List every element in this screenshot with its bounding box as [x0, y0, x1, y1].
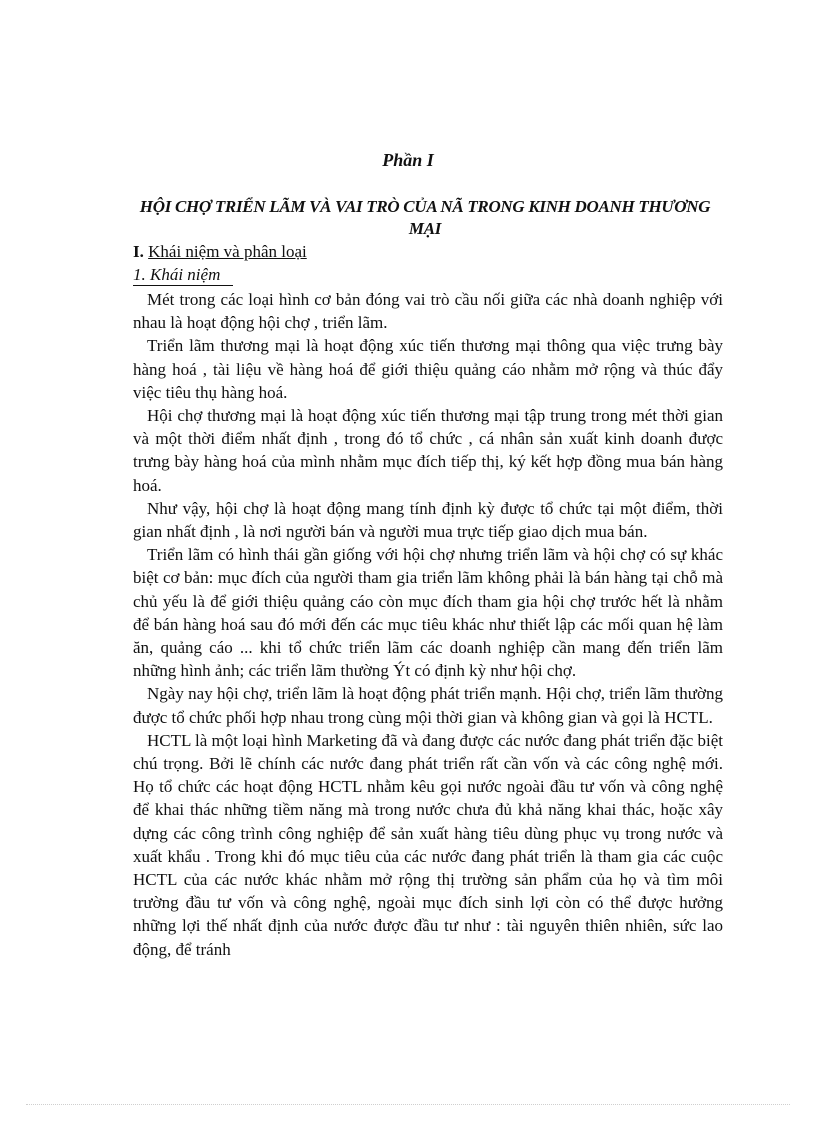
subsection-heading: 1. Khái niệm [133, 265, 233, 286]
main-title: HỘI CHỢ TRIỂN LÃM VÀ VAI TRÒ CỦA NÃ TRONG KINH DOANH THƯƠNG MẠI [139, 197, 711, 238]
paragraph: Triển lãm có hình thái gần giống với hội chợ nhưng triển lãm và hội chợ có sự khác biệt cơ bản: mục đích của người tham gia triển lãm không phải là bán hàng tại chỗ mà chủ yếu là để giới thiệu quảng cáo còn mục đích tham gia hội chợ trước hết là nhằm để bán hàng hoá sau đó mới đến các mục tiêu khác như thiết lập các mối quan hệ làm ăn, quảng cáo ... khi tổ chức triển lãm các doanh nghiệp cần mang đến triển lãm những hình ảnh; các triển lãm thường Ýt có định kỳ như hội chợ. [133, 545, 723, 681]
section-number: I. [133, 242, 144, 261]
paragraph: Mét trong các loại hình cơ bản đóng vai trò cầu nối giữa các nhà doanh nghiệp với nhau là hoạt động hội chợ , triển lãm. [133, 290, 723, 333]
part-title: Phần I [382, 150, 434, 170]
body-text [133, 288, 723, 961]
section-heading [133, 242, 307, 262]
page-bottom-divider [26, 1104, 790, 1105]
paragraph: Ngày nay hội chợ, triển lãm là hoạt động phát triển mạnh. Hội chợ, triển lãm thường được tổ chức phối hợp nhau trong cùng mội thời gian và không gian và gọi là HCTL. [133, 684, 723, 727]
paragraph: Hội chợ thương mại là hoạt động xúc tiến thương mại tập trung trong mét thời gian và một thời điểm nhất định , trong đó tổ chức , cá nhân sản xuất kinh doanh được trưng bày hàng hoá của mình nhằm mục đích tiếp thị, ký kết hợp đồng mua bán hàng hoá. [133, 406, 723, 495]
paragraph: Triển lãm thương mại là hoạt động xúc tiến thương mại thông qua việc trưng bày hàng hoá , tài liệu về hàng hoá để giới thiệu quảng cáo nhằm mở rộng và thúc đẩy việc tiêu thụ hàng hoá. [133, 336, 723, 402]
paragraph: Như vậy, hội chợ là hoạt động mang tính định kỳ được tổ chức tại một điểm, thời gian nhất định , là nơi người bán và người mua trực tiếp giao dịch mua bán. [133, 498, 723, 542]
paragraph: HCTL là một loại hình Marketing đã và đang được các nước đang phát triển đặc biệt chú trọng. Bởi lẽ chính các nước đang phát triển rất cần vốn và các công nghệ mới. Họ tổ chức các hoạt động HCTL nhằm kêu gọi nước ngoài đầu tư vốn và công nghệ để khai thác những tiềm năng mà trong nước chưa đủ khả năng khai thác, hoặc xây dựng các công trình công nghiệp để sản xuất hàng tiêu dùng phục vụ trong nước và xuất khẩu . Trong khi đó mục tiêu của các nước đang phát triển là tham gia các cuộc HCTL của các nước khác nhằm mở rộng thị trường sản phẩm của họ và tìm môi trường đầu tư vốn và công nghệ, ngoài mục đích sinh lợi còn có thể được hưởng những lợi thế nhất định của nước được đầu tư như : tài nguyên thiên nhiên, sức lao động, để tránh [133, 730, 723, 959]
section-title: Khái niệm và phân loại [148, 242, 307, 261]
